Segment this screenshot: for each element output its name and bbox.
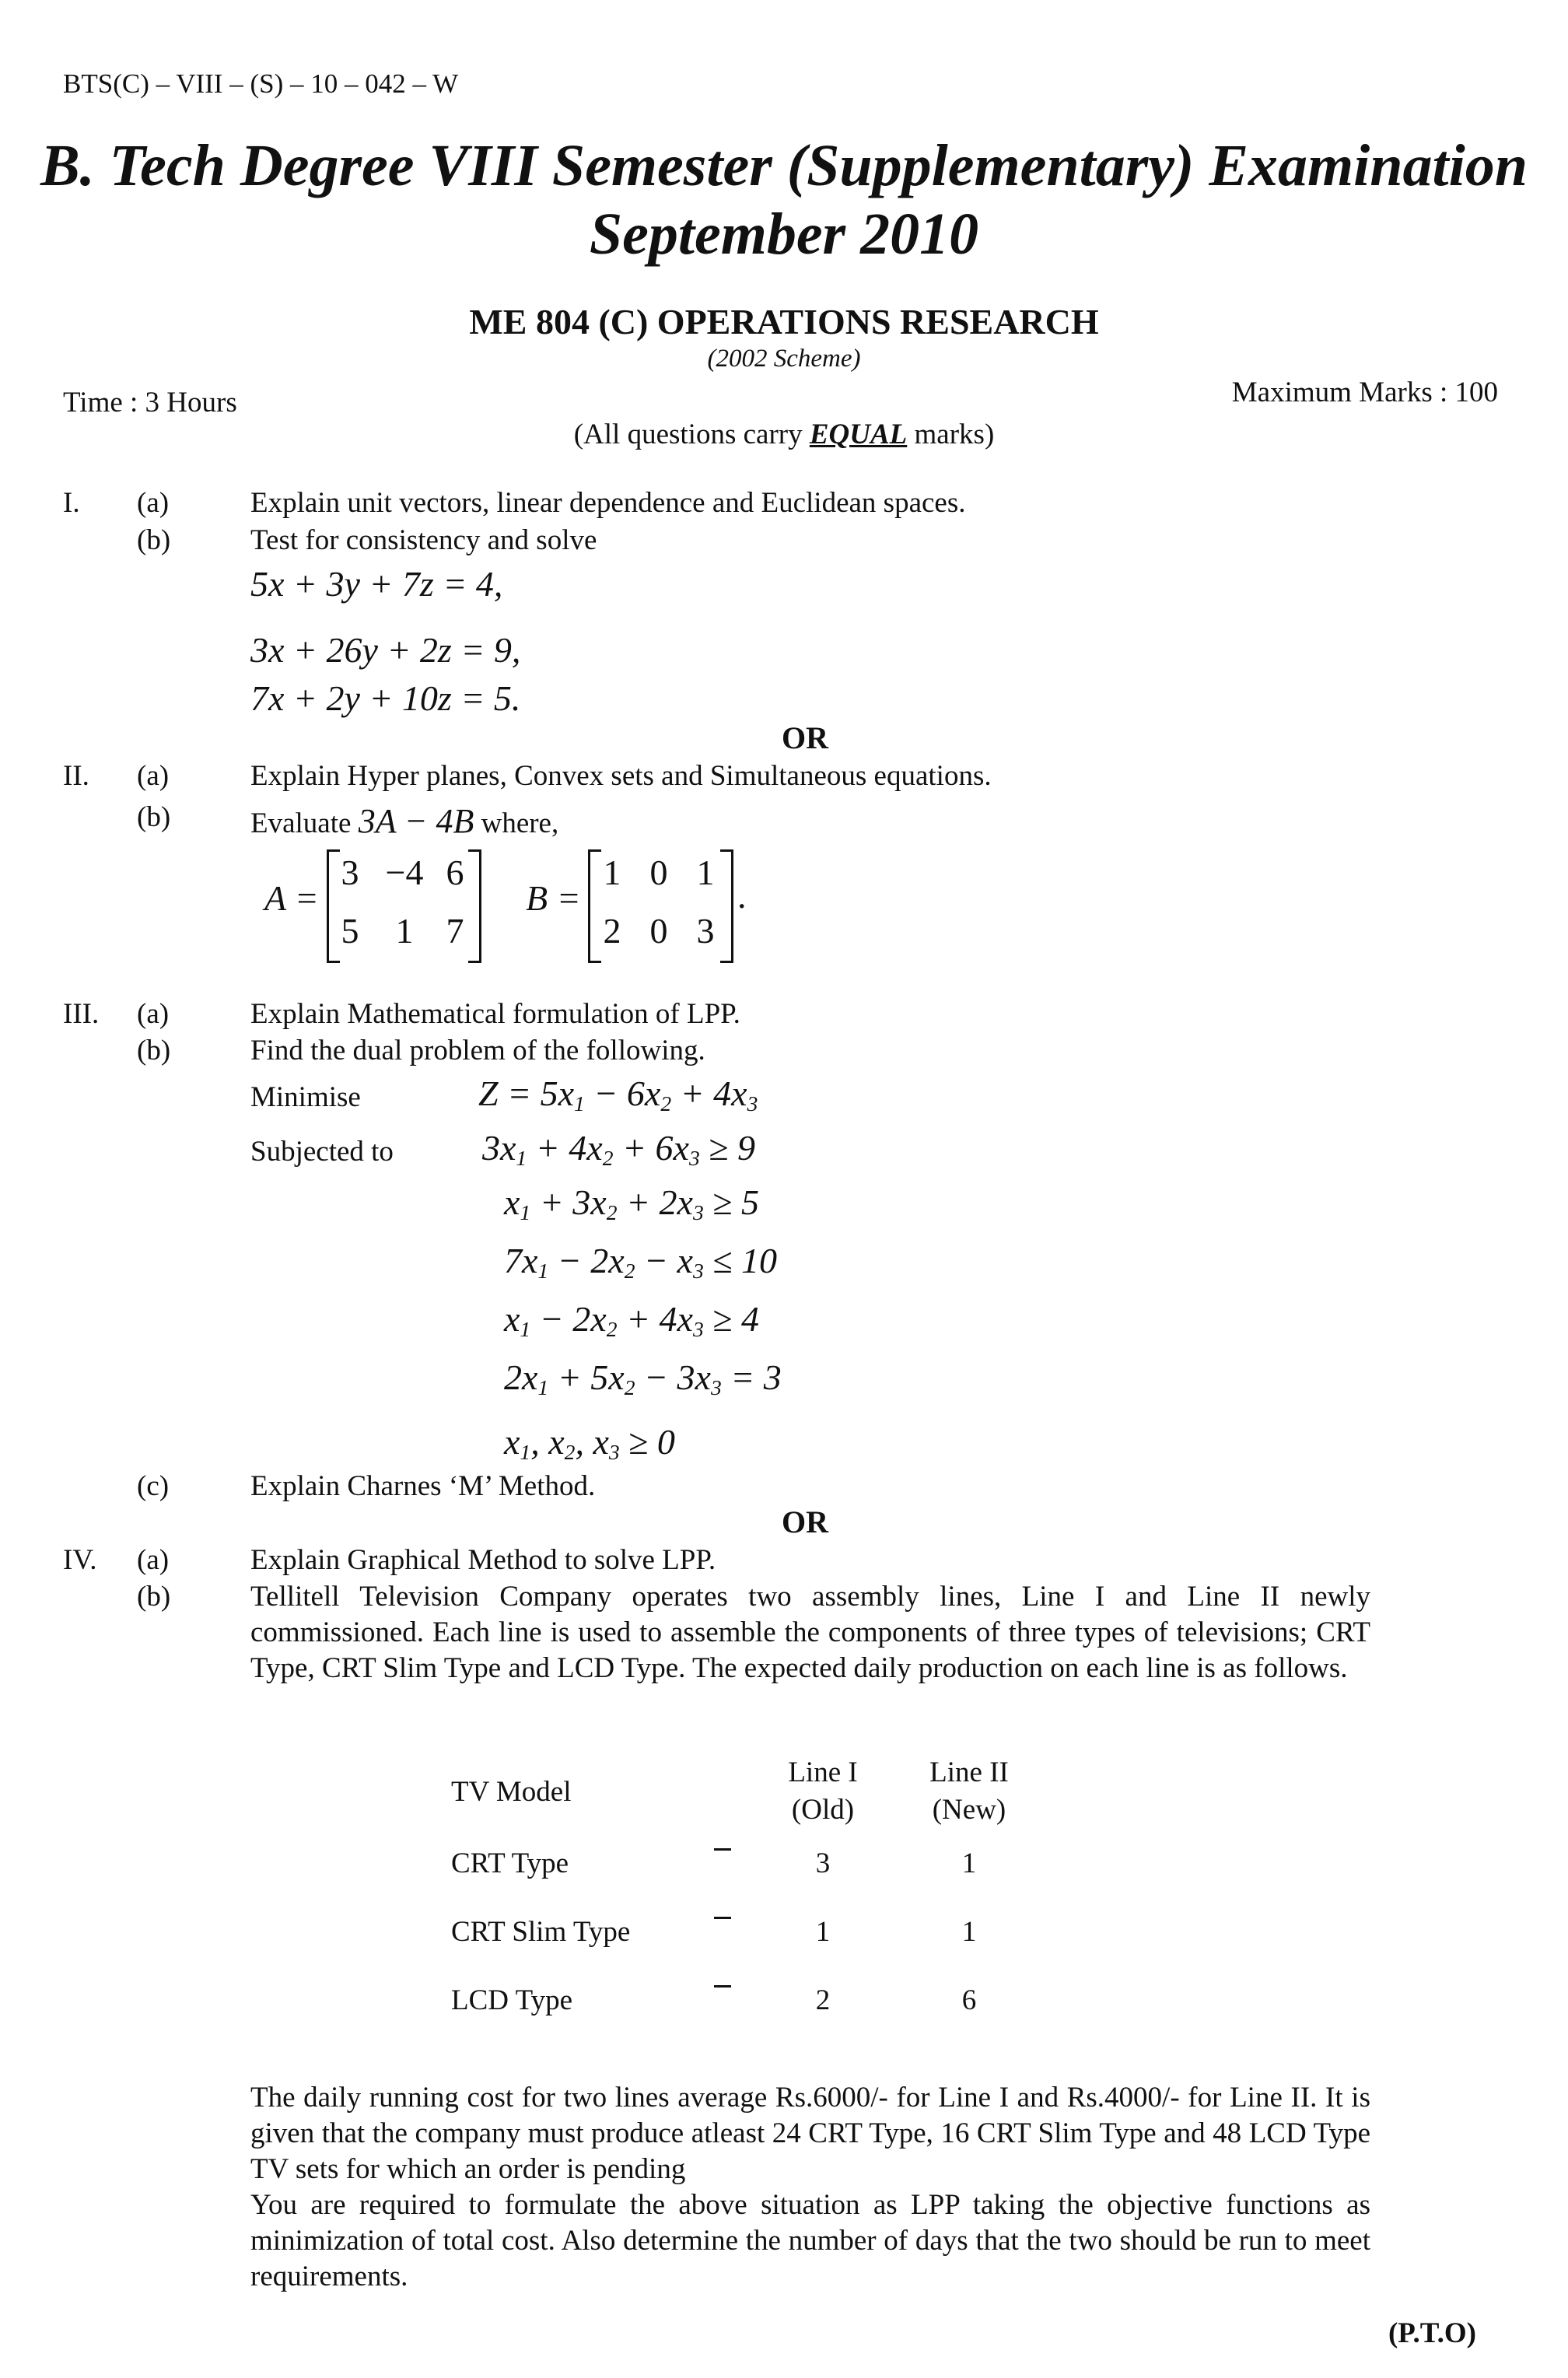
where-label: where, bbox=[481, 807, 559, 839]
part-label: (a) bbox=[137, 998, 170, 1030]
constraint: $2x_1 + 5x_2 - 3x_3 = 3$ bbox=[504, 1357, 782, 1399]
table-row-model: LCD Type bbox=[451, 1984, 573, 2016]
constraint: $x_1 - 2x_2 + 4x_3 \ge 4$ bbox=[504, 1299, 759, 1341]
constraint: $7x_1 - 2x_2 - x_3 \le 10$ bbox=[504, 1241, 777, 1283]
question-number: II. bbox=[63, 760, 89, 792]
time-allowed: Time : 3 Hours bbox=[63, 387, 237, 419]
exam-date: September 2010 bbox=[589, 201, 979, 267]
matrix-cell: 1 bbox=[603, 853, 621, 892]
question-text: Explain Graphical Method to solve LPP. bbox=[250, 1544, 716, 1576]
table-header-line2-sub: (New) bbox=[932, 1794, 1006, 1826]
table-dash bbox=[714, 1917, 731, 1919]
question-text: Tellitell Television Company operates two assembly lines, Line I and Line II newly commissioned. Each line is used to assemble the components of three types of televisions; CRT Type, CRT Slim Type and LCD Type. The expected daily production on each line is as follows. bbox=[250, 1581, 1370, 1684]
matrix-cell: 0 bbox=[649, 911, 668, 951]
table-dash bbox=[714, 1985, 731, 1988]
constraint: $x_1 + 3x_2 + 2x_3 \ge 5$ bbox=[504, 1182, 759, 1224]
part-label: (b) bbox=[137, 1035, 171, 1066]
matrix-cell: 5 bbox=[341, 911, 359, 951]
table-cell: 2 bbox=[815, 1984, 831, 2016]
table-cell: 3 bbox=[815, 1847, 831, 1879]
part-label: (b) bbox=[137, 524, 171, 556]
part-label: (b) bbox=[137, 1581, 171, 1613]
question-text: Find the dual problem of the following. bbox=[250, 1035, 705, 1066]
expression: 3A − 4B bbox=[358, 802, 474, 840]
question-text: Explain Hyper planes, Convex sets and Simultaneous equations. bbox=[250, 760, 992, 792]
or-separator: OR bbox=[782, 720, 828, 755]
equation: 7x + 2y + 10z = 5. bbox=[250, 678, 521, 718]
matrix-cell: 3 bbox=[341, 853, 359, 892]
matrix-b-label: B = bbox=[526, 878, 581, 918]
marks-note-prefix: (All questions carry bbox=[573, 419, 810, 450]
matrix-cell: 0 bbox=[649, 853, 668, 892]
page-turn-note: (P.T.O) bbox=[1388, 2317, 1476, 2349]
matrix-cell: 2 bbox=[603, 911, 621, 951]
part-label: (a) bbox=[137, 1544, 170, 1576]
paragraph: The daily running cost for two lines average Rs.6000/- for Line I and Rs.4000/- for Line II. It is given that the company must produce atleast 24 CRT Type, 16 CRT Slim Type and 48 LCD Type TV sets for which an order is pending bbox=[250, 2082, 1370, 2185]
table-header-line1: Line I bbox=[788, 1756, 858, 1788]
course-title: ME 804 (C) OPERATIONS RESEARCH bbox=[469, 302, 1099, 341]
bracket bbox=[468, 849, 481, 963]
minimise-label: Minimise bbox=[250, 1081, 361, 1113]
equation: 5x + 3y + 7z = 4, bbox=[250, 564, 503, 604]
table-header-line2: Line II bbox=[929, 1756, 1009, 1788]
marks-note bbox=[0, 418, 1568, 451]
matrix-cell: 1 bbox=[395, 911, 414, 951]
question-text: Explain Mathematical formulation of LPP. bbox=[250, 998, 740, 1030]
constraint: $x_1$, $x_2$, $x_3 \ge 0$ bbox=[504, 1422, 675, 1464]
part-label: (c) bbox=[137, 1470, 170, 1502]
matrix-cell: 7 bbox=[446, 911, 464, 951]
matrix-cell: −4 bbox=[385, 853, 424, 892]
exam-title: B. Tech Degree VIII Semester (Supplementary) Examination bbox=[40, 133, 1528, 198]
table-header-model: TV Model bbox=[451, 1776, 572, 1808]
matrix-cell: 6 bbox=[446, 853, 464, 892]
table-dash bbox=[714, 1848, 731, 1851]
marks-note-equal: EQUAL bbox=[809, 419, 908, 450]
table-cell: 1 bbox=[815, 1916, 831, 1948]
evaluate-label: Evaluate bbox=[250, 807, 352, 839]
bracket bbox=[720, 849, 733, 963]
scheme: (2002 Scheme) bbox=[707, 345, 861, 373]
maximum-marks: Maximum Marks : 100 bbox=[1231, 376, 1498, 408]
table-cell: 1 bbox=[961, 1916, 977, 1948]
paper-code: BTS(C) – VIII – (S) – 10 – 042 – W bbox=[63, 68, 459, 99]
question-number: I. bbox=[63, 487, 80, 519]
question-number: III. bbox=[63, 998, 100, 1030]
constraint: $3x_1 + 4x_2 + 6x_3 \ge 9$ bbox=[482, 1128, 755, 1170]
table-cell: 6 bbox=[961, 1984, 977, 2016]
question-number: IV. bbox=[63, 1544, 97, 1576]
question-text: Test for consistency and solve bbox=[250, 524, 597, 556]
table-row-model: CRT Type bbox=[451, 1847, 569, 1879]
marks-note-suffix: marks) bbox=[907, 419, 995, 450]
equation: 3x + 26y + 2z = 9, bbox=[250, 630, 521, 670]
subject-to-label: Subjected to bbox=[250, 1136, 394, 1168]
matrix-a-label: A = bbox=[264, 878, 319, 918]
question-text bbox=[250, 800, 558, 843]
part-label: (a) bbox=[137, 760, 170, 792]
or-separator: OR bbox=[782, 1504, 828, 1539]
table-row-model: CRT Slim Type bbox=[451, 1916, 631, 1948]
period: . bbox=[737, 876, 747, 916]
matrix-cell: 1 bbox=[696, 853, 715, 892]
paragraph: You are required to formulate the above situation as LPP taking the objective functions as minimization of total cost. Also determine the number of days that the two should be run to meet requirements. bbox=[250, 2189, 1370, 2292]
objective-function: $Z = 5x_1 - 6x_2 + 4x_3$ bbox=[478, 1073, 758, 1115]
table-header-line1-sub: (Old) bbox=[791, 1794, 855, 1826]
matrix-cell: 3 bbox=[696, 911, 715, 951]
part-label: (b) bbox=[137, 801, 171, 833]
part-label: (a) bbox=[137, 487, 170, 519]
question-text: Explain Charnes ‘M’ Method. bbox=[250, 1470, 596, 1502]
table-cell: 1 bbox=[961, 1847, 977, 1879]
question-text: Explain unit vectors, linear dependence and Euclidean spaces. bbox=[250, 487, 966, 519]
